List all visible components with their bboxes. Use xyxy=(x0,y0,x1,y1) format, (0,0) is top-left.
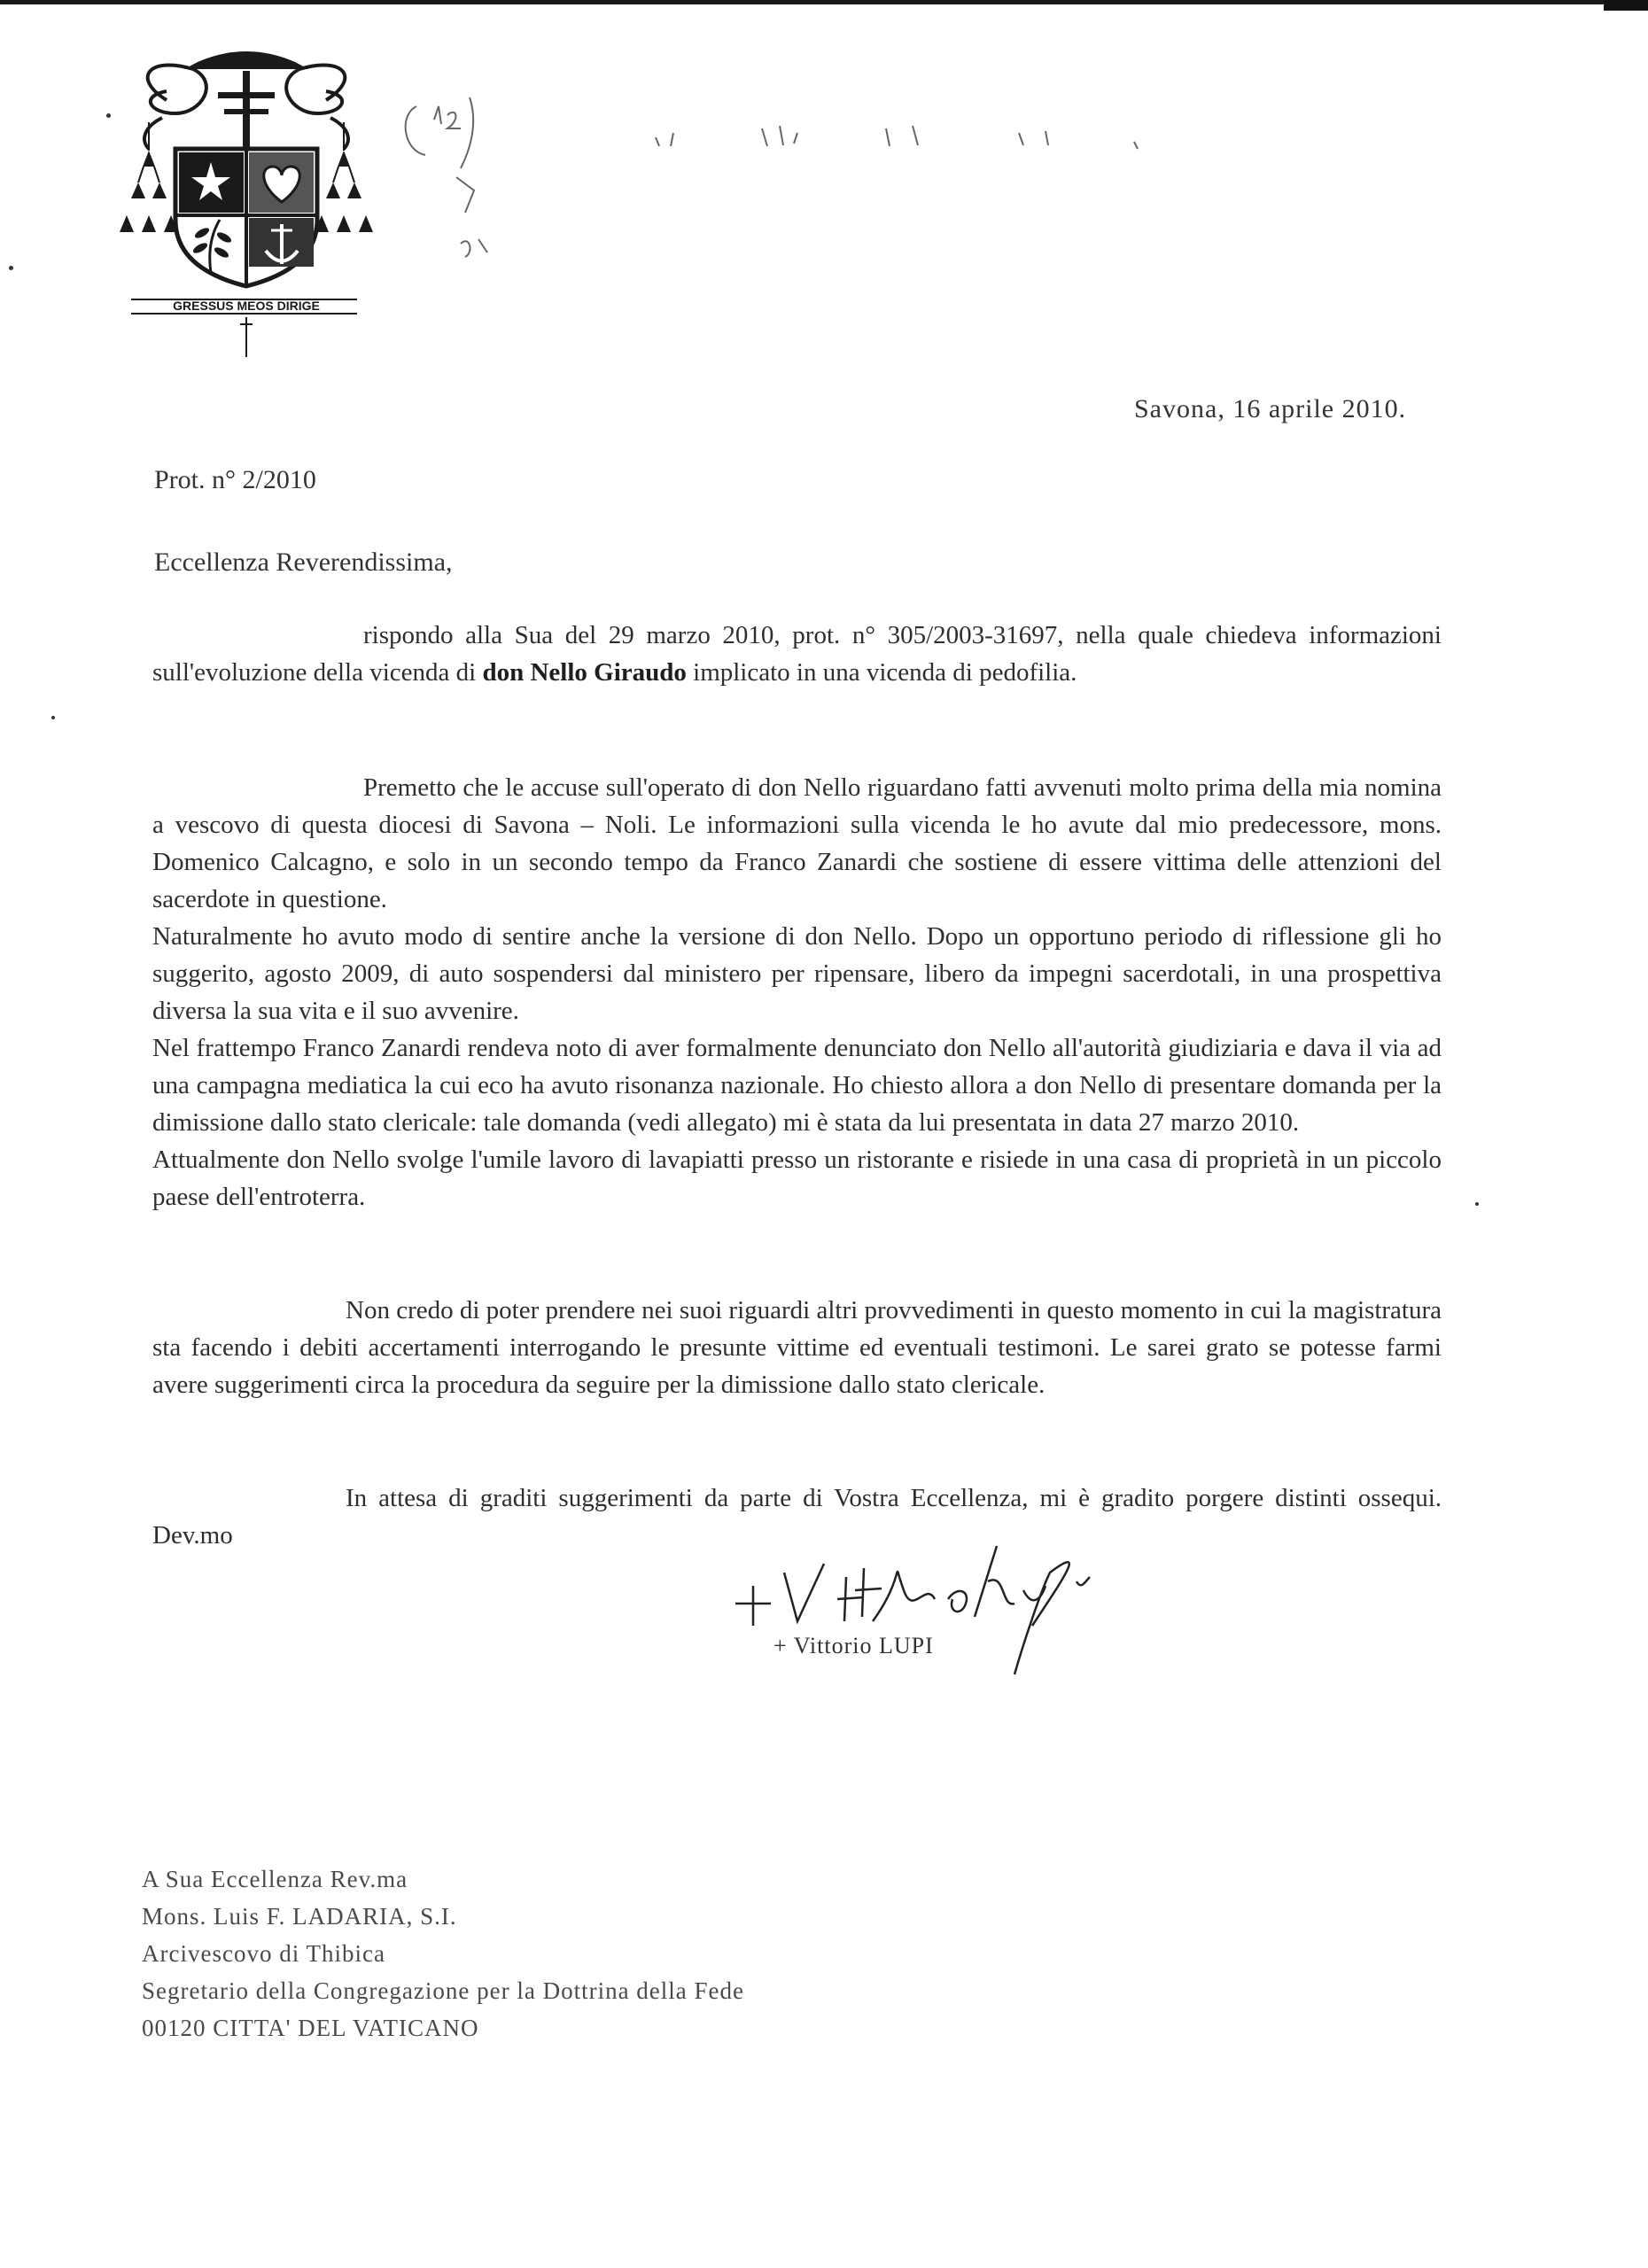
signer-name: + Vittorio LUPI xyxy=(773,1633,934,1658)
scan-speck xyxy=(51,716,55,719)
paragraph-measures: Non credo di poter prendere nei suoi riguardi altri provvedimenti in questo momento in cui la magistratura sta facendo i debiti accertamenti interrogando le presunte vittime ed eventuali testimoni. Le sarei grato se potesse farmi avere suggerimenti circa la procedura da seguire per la dimissione dallo stato clericale. xyxy=(152,1296,1442,1399)
paragraph-background xyxy=(152,769,1442,1216)
protocol-number: Prot. n° 2/2010 xyxy=(154,465,316,494)
recipient-address xyxy=(142,1860,744,2047)
recipient-line: Mons. Luis F. LADARIA, S.I. xyxy=(142,1903,457,1930)
scan-speck xyxy=(1475,1202,1479,1206)
paragraph-reply xyxy=(152,617,1442,691)
recipient-line: Segretario della Congregazione per la Dottrina della Fede xyxy=(142,1977,745,2004)
handwritten-annotation xyxy=(390,89,1276,266)
paragraph-reply-text: rispondo alla Sua del 29 marzo 2010, prot. n° 305/2003-31697, nella quale chiedeva informazioni sull'evoluzione della vicenda di xyxy=(152,621,1442,687)
priest-name: don Nello Giraudo xyxy=(482,658,687,687)
episcopal-coat-of-arms xyxy=(113,43,379,366)
paragraph-background-intro: Premetto che le accuse sull'operato di don Nello riguardano fatti avvenuti molto prima della mia nomina a vescovo di questa diocesi di Savona – Noli. Le informazioni sulla vicenda le ho avute dal mio predecessore, mons. Domenico Calcagno, e solo in un secondo tempo da Franco Zanardi che sostiene di essere vittima delle attenzioni del sacerdote in questione. xyxy=(152,773,1442,913)
salutation: Eccellenza Reverendissima, xyxy=(154,548,453,577)
paragraph-background-complaint: Nel frattempo Franco Zanardi rendeva noto di aver formalmente denunciato don Nello all'autorità giudiziaria e dava il via ad una campagna mediatica la cui eco ha avuto risonanza nazionale. Ho chiesto allora a don Nello di presentare domanda per la dimissione dallo stato clericale: tale domanda (vedi allegato) mi è stata da lui presentata in data 27 marzo 2010. xyxy=(152,1034,1442,1137)
recipient-line: Arcivescovo di Thibica xyxy=(142,1940,385,1967)
crest-motto: GRESSUS MEOS DIRIGE xyxy=(173,299,320,313)
paragraph-closing: In attesa di graditi suggerimenti da parte di Vostra Eccellenza, mi è gradito porgere distinti ossequi. Dev.mo xyxy=(152,1484,1442,1550)
paragraph-background-version: Naturalmente ho avuto modo di sentire anche la versione di don Nello. Dopo un opportuno periodo di riflessione gli ho suggerito, agosto 2009, di auto sospendersi dal ministero per ripensare, libero da impegni sacerdotali, in una prospettiva diversa la sua vita e il suo avvenire. xyxy=(152,922,1442,1025)
recipient-line: A Sua Eccellenza Rev.ma xyxy=(142,1866,408,1892)
scan-speck xyxy=(106,113,111,118)
scan-speck xyxy=(9,266,13,270)
scan-corner xyxy=(1604,0,1648,11)
paragraph-background-current: Attualmente don Nello svolge l'umile lavoro di lavapiatti presso un ristorante e risiede in una casa di proprietà in un piccolo paese dell'entroterra. xyxy=(152,1146,1442,1211)
paragraph-reply-text-end: implicato in una vicenda di pedofilia. xyxy=(686,658,1077,687)
scan-edge xyxy=(0,0,1648,4)
letter-date: Savona, 16 aprile 2010. xyxy=(1134,394,1407,423)
recipient-line: 00120 CITTA' DEL VATICANO xyxy=(142,2015,479,2041)
